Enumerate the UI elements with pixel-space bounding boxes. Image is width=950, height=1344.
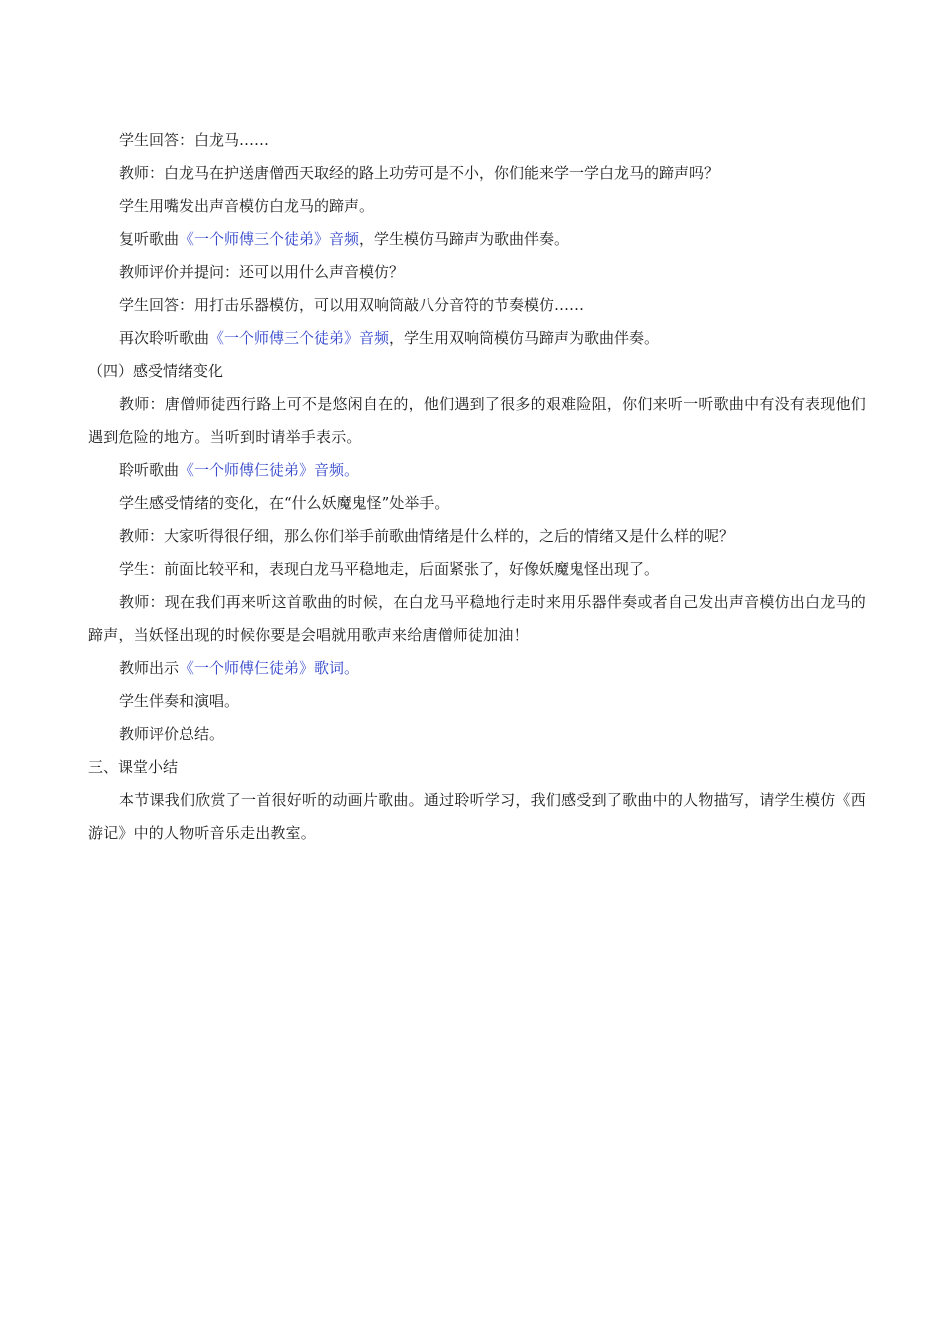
- text: 学生感受情绪的变化，在“什么妖魔鬼怪”处举手。: [119, 494, 450, 512]
- lyrics-link[interactable]: 《一个师傅仨徒弟》歌词。: [179, 659, 360, 677]
- heading-text: （四）感受情绪变化: [88, 362, 224, 380]
- paragraph: 本节课我们欣赏了一首很好听的动画片歌曲。通过聆听学习，我们感受到了歌曲中的人物描写，请学生模仿《西游记》中的人物听音乐走出教室。: [88, 791, 866, 842]
- text: 复听歌曲: [119, 230, 180, 248]
- text: ，学生用双响筒模仿马蹄声为歌曲伴奏。: [389, 329, 660, 347]
- text: 学生回答：白龙马……: [119, 131, 270, 149]
- section-heading: [88, 355, 866, 388]
- text-line: [88, 718, 866, 751]
- audio-link[interactable]: 《一个师傅三个徒弟》音频: [179, 230, 360, 248]
- text: 再次聆听歌曲: [119, 329, 210, 347]
- text-line: [88, 652, 866, 685]
- text-line: [88, 685, 866, 718]
- text: 学生用嘴发出声音模仿白龙马的蹄声。: [119, 197, 375, 215]
- text-line: [88, 553, 866, 586]
- paragraph: 教师：唐僧师徒西行路上可不是悠闲自在的，他们遇到了很多的艰难险阻，你们来听一听歌曲中有没有表现他们遇到危险的地方。当听到时请举手表示。: [88, 395, 866, 446]
- heading-text: 三、课堂小结: [88, 758, 179, 776]
- text: 学生：前面比较平和，表现白龙马平稳地走，后面紧张了，好像妖魔鬼怪出现了。: [119, 560, 660, 578]
- text-line: [88, 157, 866, 190]
- text-line: [88, 289, 866, 322]
- text-line: [88, 190, 866, 223]
- audio-link[interactable]: 《一个师傅三个徒弟》音频: [209, 329, 390, 347]
- text: 教师出示: [119, 659, 180, 677]
- text: 教师：白龙马在护送唐僧西天取经的路上功劳可是不小，你们能来学一学白龙马的蹄声吗？: [119, 164, 720, 182]
- audio-link[interactable]: 《一个师傅仨徒弟》音频。: [179, 461, 360, 479]
- text: 教师评价总结。: [119, 725, 225, 743]
- text: 教师：大家听得很仔细，那么你们举手前歌曲情绪是什么样的，之后的情绪又是什么样的呢？: [119, 527, 735, 545]
- document-body: [88, 124, 866, 850]
- text: ，学生模仿马蹄声为歌曲伴奏。: [359, 230, 570, 248]
- text-line: [88, 223, 866, 256]
- text: 学生伴奏和演唱。: [119, 692, 240, 710]
- text-line: [88, 256, 866, 289]
- section-heading: [88, 751, 866, 784]
- text-line: [88, 322, 866, 355]
- text-line: [88, 487, 866, 520]
- paragraph: 教师：现在我们再来听这首歌曲的时候，在白龙马平稳地行走时来用乐器伴奏或者自己发出声音模仿出白龙马的蹄声，当妖怪出现的时候你要是会唱就用歌声来给唐僧师徒加油！: [88, 593, 866, 644]
- text: 聆听歌曲: [119, 461, 180, 479]
- text-line: [88, 454, 866, 487]
- text-line: [88, 520, 866, 553]
- text: 教师评价并提问：还可以用什么声音模仿？: [119, 263, 405, 281]
- text-line: [88, 124, 866, 157]
- text: 学生回答：用打击乐器模仿，可以用双响筒敲八分音符的节奏模仿……: [119, 296, 585, 314]
